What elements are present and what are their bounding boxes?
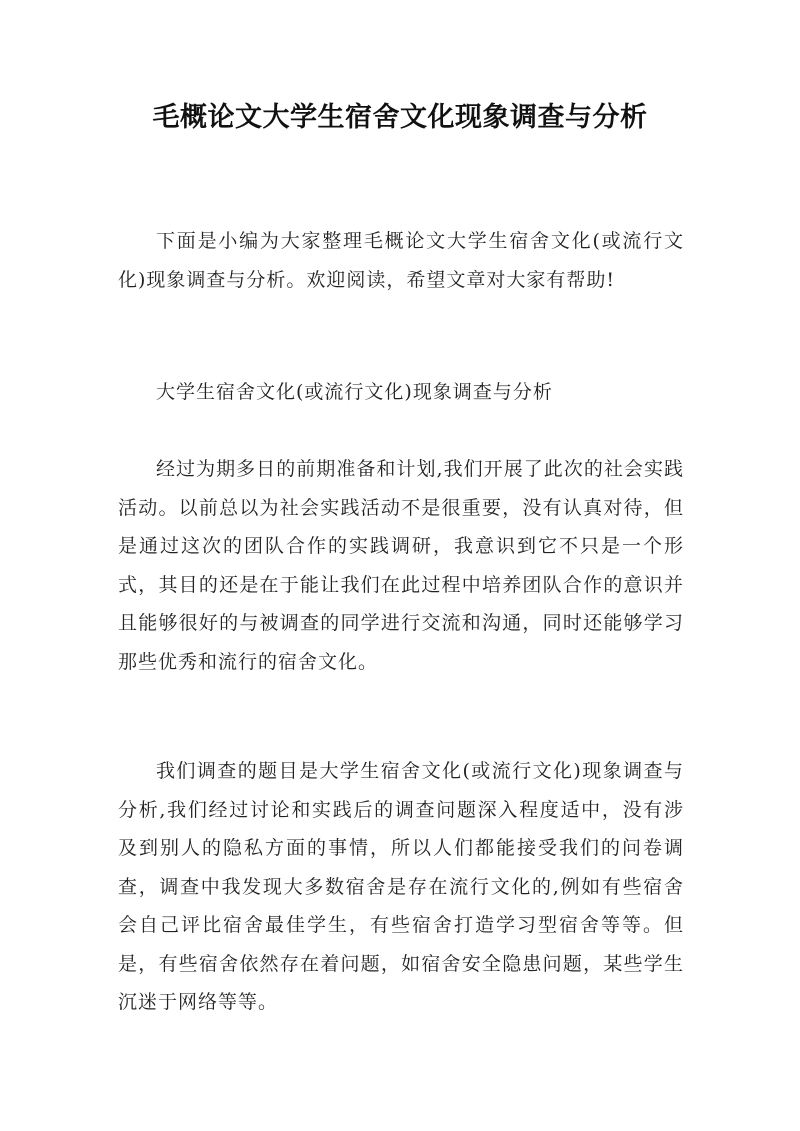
intro-paragraph: 下面是小编为大家整理毛概论文大学生宿舍文化(或流行文化)现象调查与分析。欢迎阅读，希望文章对大家有帮助! xyxy=(118,230,684,291)
body-paragraph: 我们调查的题目是大学生宿舍文化(或流行文化)现象调查与分析,我们经过讨论和实践后的调查问题深入程度适中，没有涉及到别人的隐私方面的事情，所以人们都能接受我们的问卷调查，调查中我发现大多数宿舍是存在流行文化的,例如有些宿舍会自己评比宿舍最佳学生，有些宿舍打造学习型宿舍等等。但是，有些宿舍依然存在着问题，如宿舍安全隐患问题，某些学生沉迷于网络等等。 xyxy=(118,760,684,1013)
section-subtitle: 大学生宿舍文化(或流行文化)现象调查与分析 xyxy=(156,381,553,403)
body-paragraph: 经过为期多日的前期准备和计划,我们开展了此次的社会实践活动。以前总以为社会实践活动不是很重要，没有认真对待，但是通过这次的团队合作的实践调研，我意识到它不只是一个形式，其目的还是在于能让我们在此过程中培养团队合作的意识并且能够很好的与被调查的同学进行交流和沟通，同时还能够学习那些优秀和流行的宿舍文化。 xyxy=(118,458,684,673)
document-title: 毛概论文大学生宿舍文化现象调查与分析 xyxy=(152,102,648,133)
